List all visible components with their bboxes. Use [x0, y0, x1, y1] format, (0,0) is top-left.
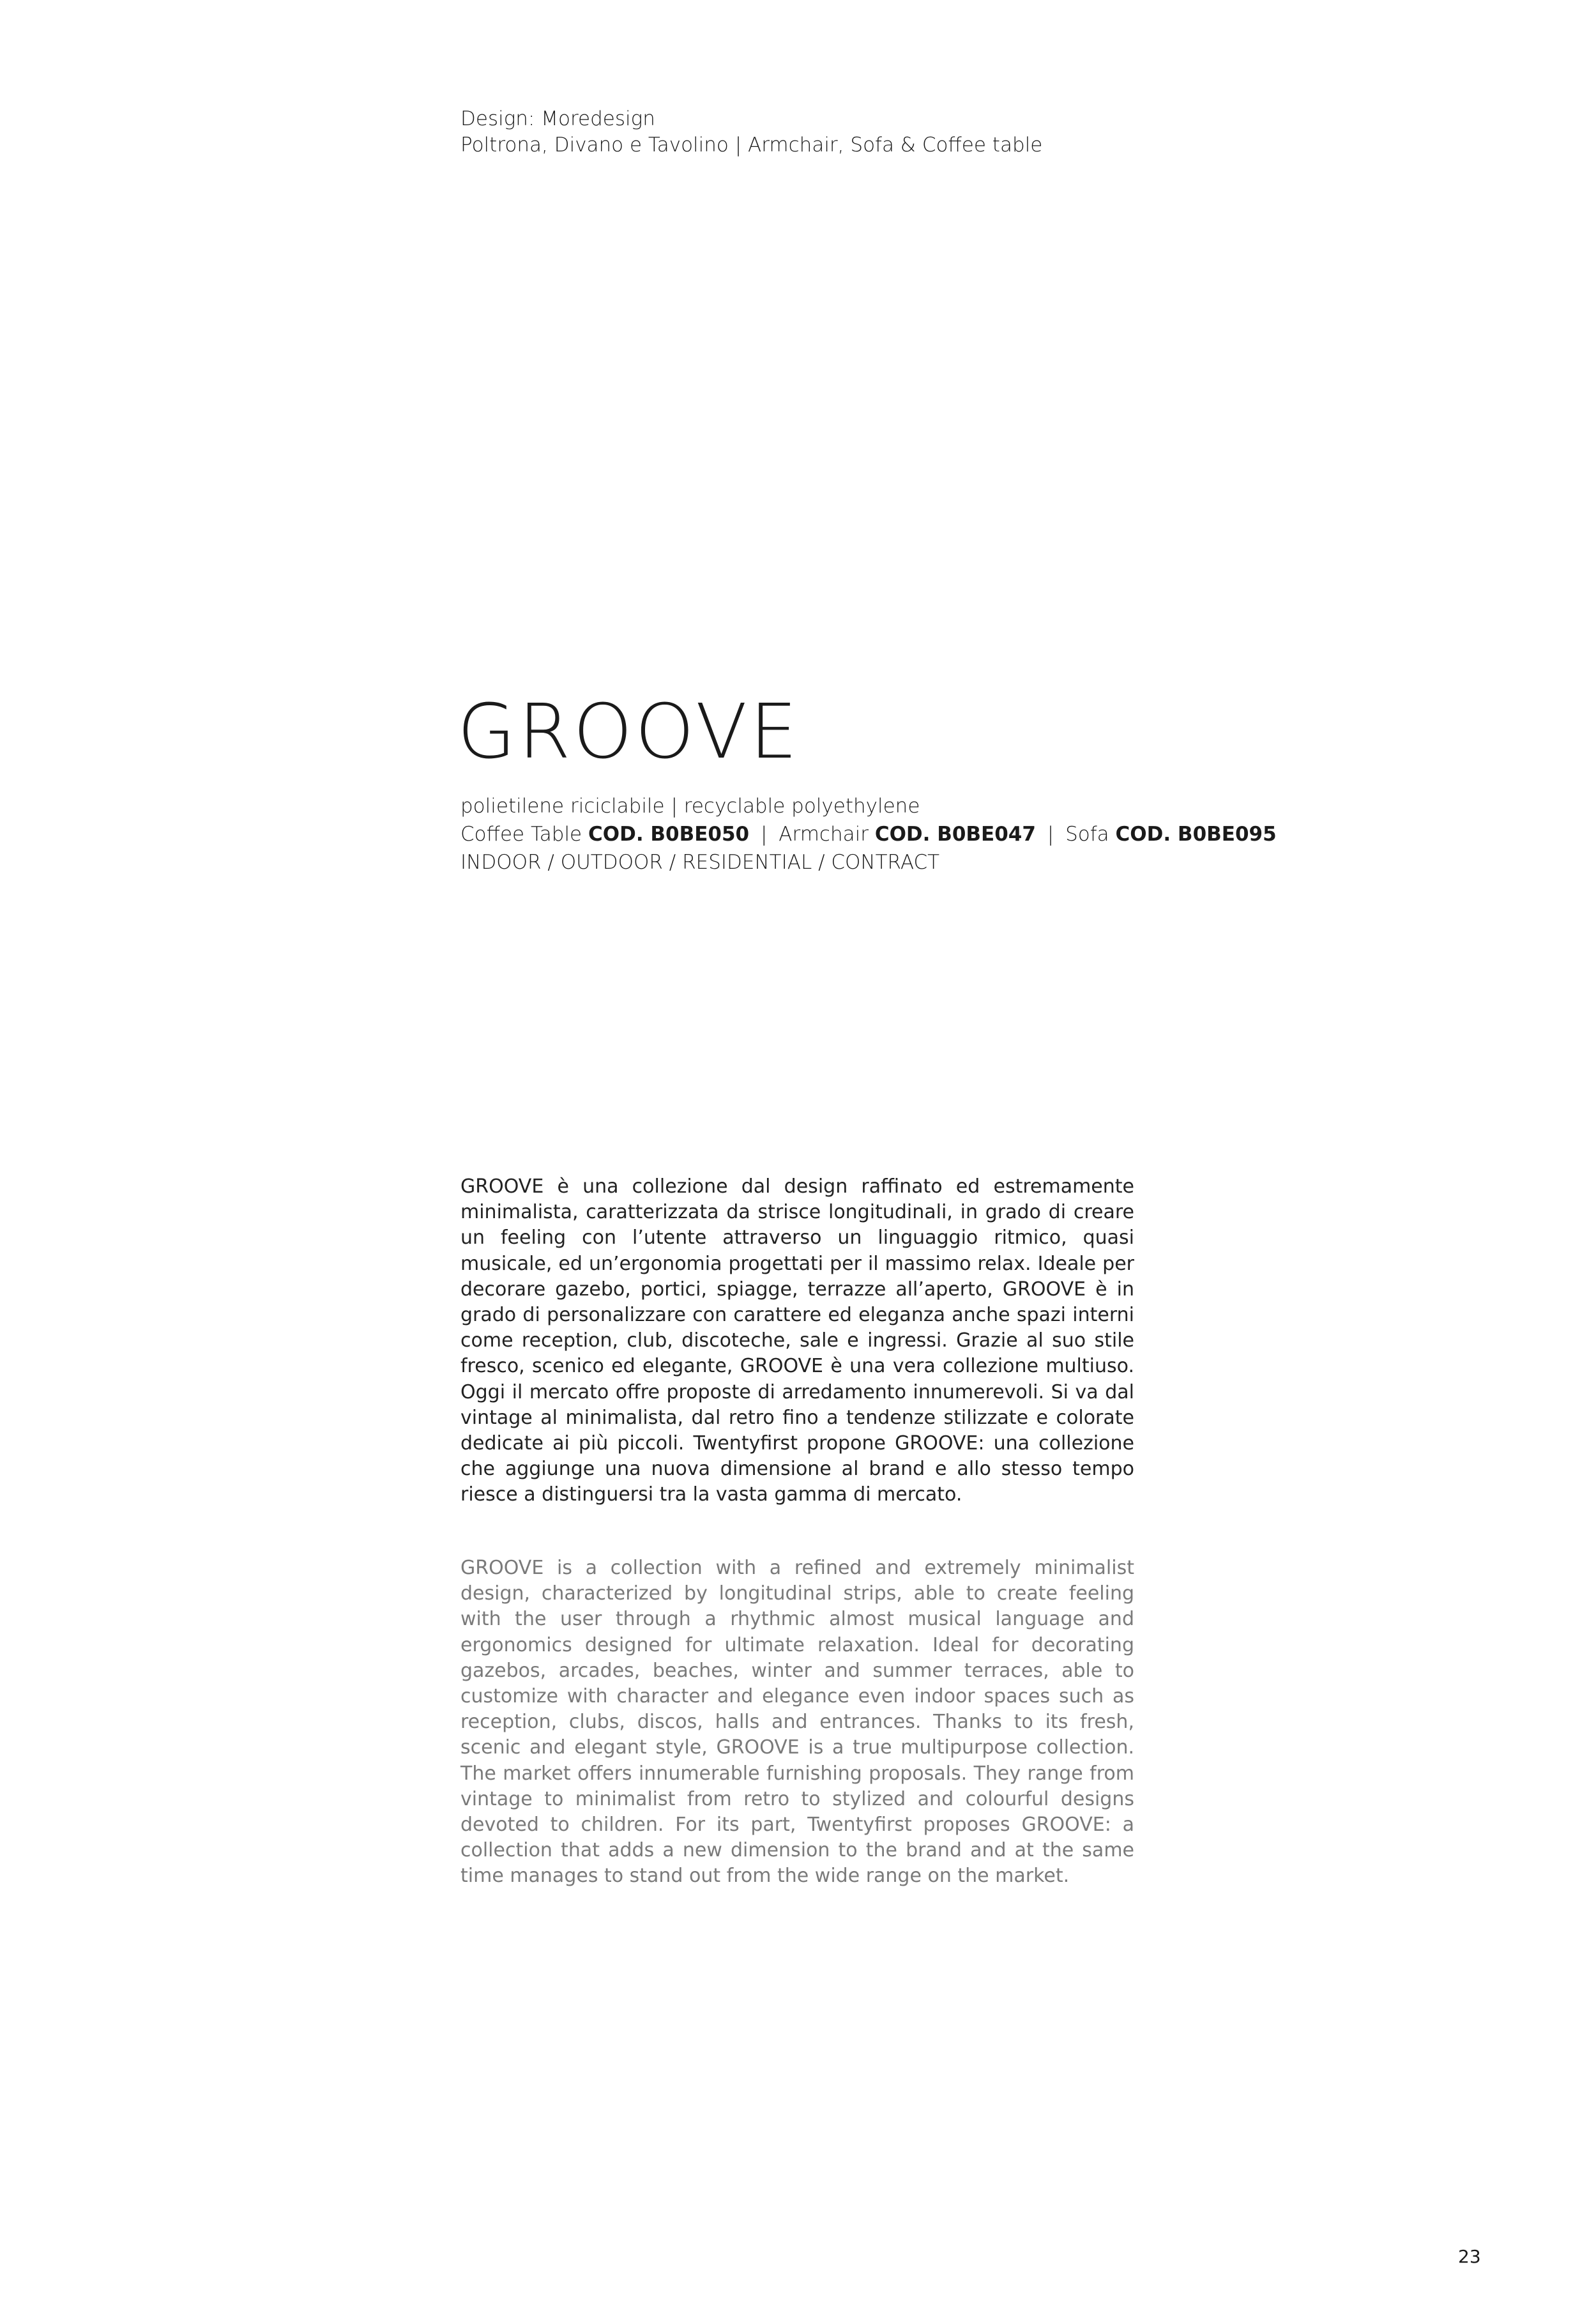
collection-title: GROOVE — [457, 687, 800, 775]
armchair-code: COD. B0BE047 — [874, 823, 1036, 846]
sofa-label: Sofa — [1065, 823, 1109, 846]
page-header — [460, 106, 1163, 158]
armchair-label: Armchair — [779, 823, 869, 846]
product-codes-line — [460, 820, 1355, 848]
designer-credit: Design: Moredesign — [460, 107, 655, 130]
material-line: polietilene riciclabile | recyclable polyethylene — [460, 795, 920, 818]
separator: | — [760, 823, 768, 846]
product-types: Poltrona, Divano e Tavolino | Armchair, Sofa & Coffee table — [460, 134, 1043, 157]
coffee-table-code: COD. B0BE050 — [588, 823, 750, 846]
coffee-table-label: Coffee Table — [460, 823, 582, 846]
product-specs — [460, 792, 1355, 876]
page-number: 23 — [1458, 2246, 1481, 2267]
description-italian: GROOVE è una collezione dal design raffinato ed estremamente minimalista, caratterizzata da strisce longitudinali, in grado di creare un feeling con l’utente attraverso un linguaggio ritmico, quasi musicale, ed un’ergonomia progettati per il massimo relax. Ideale per decorare gazebo, portici, spiagge, terrazze all’aperto, GROOVE è in grado di personalizzare con carattere ed eleganza anche spazi interni come reception, club, discoteche, sale e ingressi. Grazie al suo stile fresco, scenico ed elegante, GROOVE è una vera collezione multiuso. Oggi il mercato offre proposte di arredamento innumerevoli. Si va dal vintage al minimalista, dal retro fino a tendenze stilizzate e colorate dedicate ai più piccoli. Twentyfirst propone GROOVE: una collezione che aggiunge una nuova dimensione al brand e allo stesso tempo riesce a distinguersi tra la vasta gamma di mercato. — [460, 1175, 1134, 1506]
separator: | — [1047, 823, 1054, 846]
usage-line: INDOOR / OUTDOOR / RESIDENTIAL / CONTRACT — [460, 851, 940, 874]
description-english: GROOVE is a collection with a refined and extremely minimalist design, characterized by longitudinal strips, able to create feeling with the user through a rhythmic almost musical language and ergonomics designed for ultimate relaxation. Ideal for decorating gazebos, arcades, beaches, winter and summer terraces, able to customize with character and elegance even indoor spaces such as reception, clubs, discos, halls and entrances. Thanks to its fresh, scenic and elegant style, GROOVE is a true multipurpose collection. The market offers innumerable furnishing proposals. They range from vintage to minimalist from retro to stylized and colourful designs devoted to children. For its part, Twentyfirst proposes GROOVE: a collection that adds a new dimension to the brand and at the same time manages to stand out from the wide range on the market. — [460, 1557, 1134, 1888]
sofa-code: COD. B0BE095 — [1115, 823, 1277, 846]
